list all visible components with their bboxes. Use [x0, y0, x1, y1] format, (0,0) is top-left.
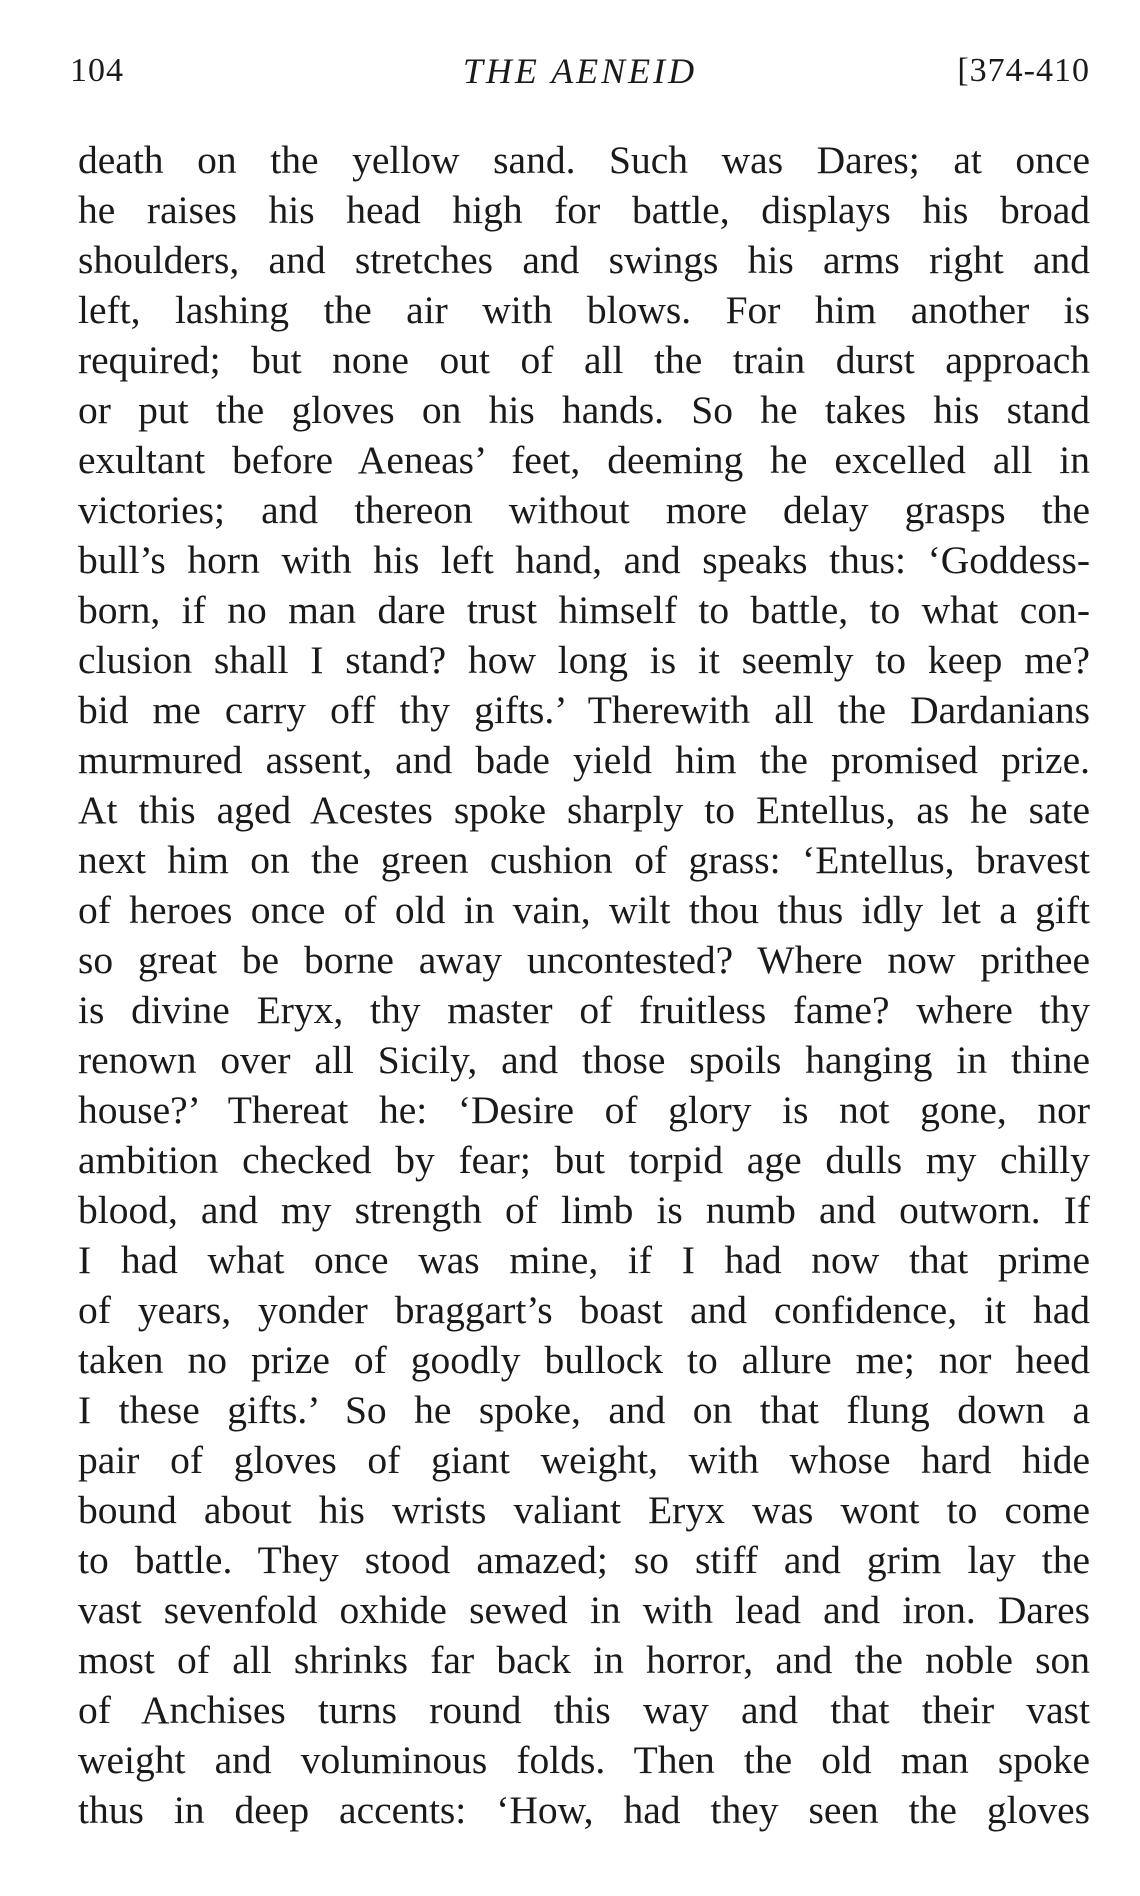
page-number: 104	[70, 52, 124, 89]
text-line: of heroes once of old in vain, wilt thou thus idly let a gift	[78, 888, 1090, 932]
text-line: house?’ Thereat he: ‘Desire of glory is not gone, nor	[78, 1088, 1090, 1132]
text-line: vast sevenfold oxhide sewed in with lead and iron. Dares	[78, 1588, 1090, 1632]
text-line: blood, and my strength of limb is numb and outworn. If	[78, 1188, 1090, 1232]
text-line: clusion shall I stand? how long is it seemly to keep me?	[78, 638, 1090, 682]
text-line: bull’s horn with his left hand, and speaks thus: ‘Goddess-	[78, 538, 1090, 582]
text-line: weight and voluminous folds. Then the old man spoke	[78, 1738, 1090, 1782]
text-line: At this aged Acestes spoke sharply to Entellus, as he sate	[78, 788, 1090, 832]
text-line: I had what once was mine, if I had now that prime	[78, 1238, 1090, 1282]
text-line: or put the gloves on his hands. So he takes his stand	[78, 388, 1090, 432]
text-line: left, lashing the air with blows. For him another is	[78, 288, 1090, 332]
text-line: pair of gloves of giant weight, with whose hard hide	[78, 1438, 1090, 1482]
text-line: is divine Eryx, thy master of fruitless fame? where thy	[78, 988, 1090, 1032]
text-line: required; but none out of all the train durst approach	[78, 338, 1090, 382]
text-line: bid me carry off thy gifts.’ Therewith all the Dardanians	[78, 688, 1090, 732]
text-line: so great be borne away uncontested? Where now prithee	[78, 938, 1090, 982]
text-line: next him on the green cushion of grass: ‘Entellus, bravest	[78, 838, 1090, 882]
running-title: THE AENEID	[462, 51, 698, 91]
text-line: bound about his wrists valiant Eryx was wont to come	[78, 1488, 1090, 1532]
text-line: thus in deep accents: ‘How, had they seen the gloves	[78, 1788, 1090, 1832]
text-line: ambition checked by fear; but torpid age dulls my chilly	[78, 1138, 1090, 1182]
text-line: of Anchises turns round this way and that their vast	[78, 1688, 1090, 1732]
text-line: shoulders, and stretches and swings his arms right and	[78, 238, 1090, 282]
text-line: exultant before Aeneas’ feet, deeming he excelled all in	[78, 438, 1090, 482]
text-line: renown over all Sicily, and those spoils hanging in thine	[78, 1038, 1090, 1082]
line-range: [374-410	[957, 52, 1090, 89]
running-head	[70, 52, 1090, 112]
text-line: of years, yonder braggart’s boast and confidence, it had	[78, 1288, 1090, 1332]
text-line: born, if no man dare trust himself to battle, to what con-	[78, 588, 1090, 632]
text-line: to battle. They stood amazed; so stiff and grim lay the	[78, 1538, 1090, 1582]
body-text	[78, 135, 1090, 1835]
text-line: death on the yellow sand. Such was Dares; at once	[78, 138, 1090, 182]
text-line: most of all shrinks far back in horror, and the noble son	[78, 1638, 1090, 1682]
text-line: taken no prize of goodly bullock to allure me; nor heed	[78, 1338, 1090, 1382]
text-line: he raises his head high for battle, displays his broad	[78, 188, 1090, 232]
text-line: murmured assent, and bade yield him the promised prize.	[78, 738, 1090, 782]
text-line: victories; and thereon without more delay grasps the	[78, 488, 1090, 532]
text-line: I these gifts.’ So he spoke, and on that flung down a	[78, 1388, 1090, 1432]
